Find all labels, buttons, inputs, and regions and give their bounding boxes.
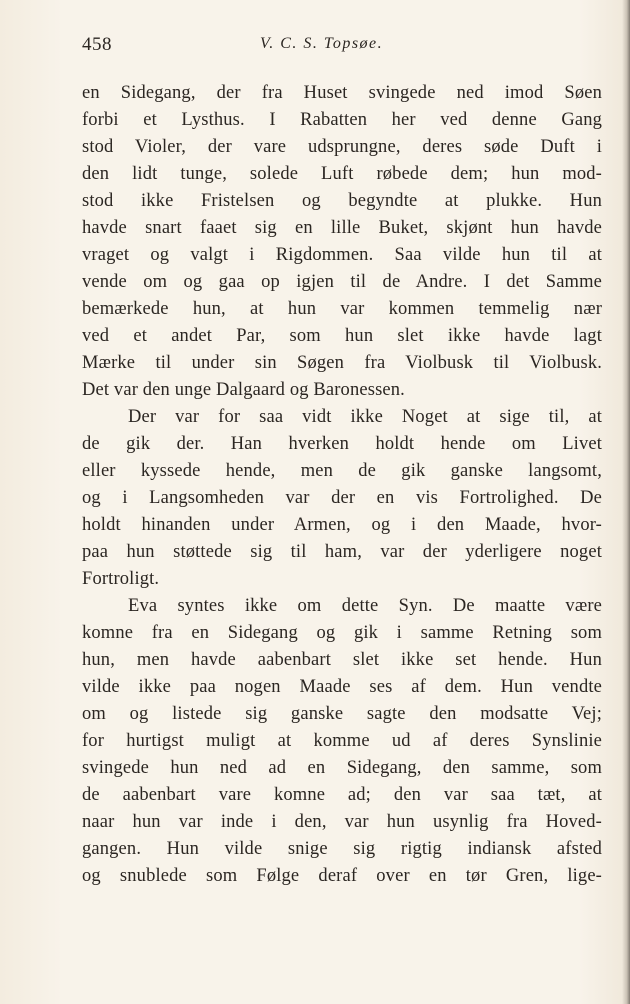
text-line: stod Violer, der vare udsprungne, deres søde Duft i: [82, 137, 602, 157]
paragraph-start-line: Der var for saa vidt ikke Noget at sige til, at: [128, 407, 602, 427]
text-line: svingede hun ned ad en Sidegang, den samme, som: [82, 758, 602, 778]
paragraph-start-line: Eva syntes ikke om dette Syn. De maatte være: [128, 596, 602, 616]
running-head: V. C. S. Topsøe.: [260, 35, 384, 52]
text-line: forbi et Lysthus. I Rabatten her ved denne Gang: [82, 110, 602, 130]
text-line: vende om og gaa op igjen til de Andre. I det Samme: [82, 272, 602, 292]
text-line: hun, men havde aabenbart slet ikke set hende. Hun: [82, 650, 602, 670]
text-line: gangen. Hun vilde snige sig rigtig indiansk afsted: [82, 839, 602, 859]
paragraph-end-line: Fortroligt.: [82, 569, 160, 589]
text-line: paa hun støttede sig til ham, var der yderligere noget: [82, 542, 602, 562]
body-text: [82, 80, 602, 890]
text-line: for hurtigst muligt at komme ud af deres Synslinie: [82, 731, 602, 751]
text-line: Mærke til under sin Søgen fra Violbusk til Violbusk.: [82, 353, 602, 373]
text-line: vraget og valgt i Rigdommen. Saa vilde hun til at: [82, 245, 602, 265]
text-line: bemærkede hun, at hun var kommen temmelig nær: [82, 299, 602, 319]
text-line: vilde ikke paa nogen Maade ses af dem. Hun vendte: [82, 677, 602, 697]
text-line: de gik der. Han hverken holdt hende om Livet: [82, 434, 602, 454]
text-line: den lidt tunge, solede Luft røbede dem; hun mod-: [82, 164, 602, 184]
text-line: havde snart faaet sig en lille Buket, skjønt hun havde: [82, 218, 602, 238]
text-line: en Sidegang, der fra Huset svingede ned imod Søen: [82, 83, 602, 103]
text-line: om og listede sig ganske sagte den modsatte Vej;: [82, 704, 602, 724]
text-line: naar hun var inde i den, var hun usynlig fra Hoved-: [82, 812, 602, 832]
text-line: eller kyssede hende, men de gik ganske langsomt,: [82, 461, 602, 481]
text-line: og i Langsomheden var der en vis Fortrolighed. De: [82, 488, 602, 508]
text-line: ved et andet Par, som hun slet ikke havde lagt: [82, 326, 602, 346]
page-edge-shadow: [622, 0, 630, 1004]
text-line: holdt hinanden under Armen, og i den Maade, hvor-: [82, 515, 602, 535]
page-header: [82, 34, 602, 58]
paragraph-end-line: Det var den unge Dalgaard og Baronessen.: [82, 380, 405, 400]
text-line: de aabenbart vare komne ad; den var saa tæt, at: [82, 785, 602, 805]
page-number: 458: [82, 34, 112, 55]
text-line: og snublede som Følge deraf over en tør Gren, lige-: [82, 866, 602, 886]
text-line: komne fra en Sidegang og gik i samme Retning som: [82, 623, 602, 643]
text-line: stod ikke Fristelsen og begyndte at plukke. Hun: [82, 191, 602, 211]
